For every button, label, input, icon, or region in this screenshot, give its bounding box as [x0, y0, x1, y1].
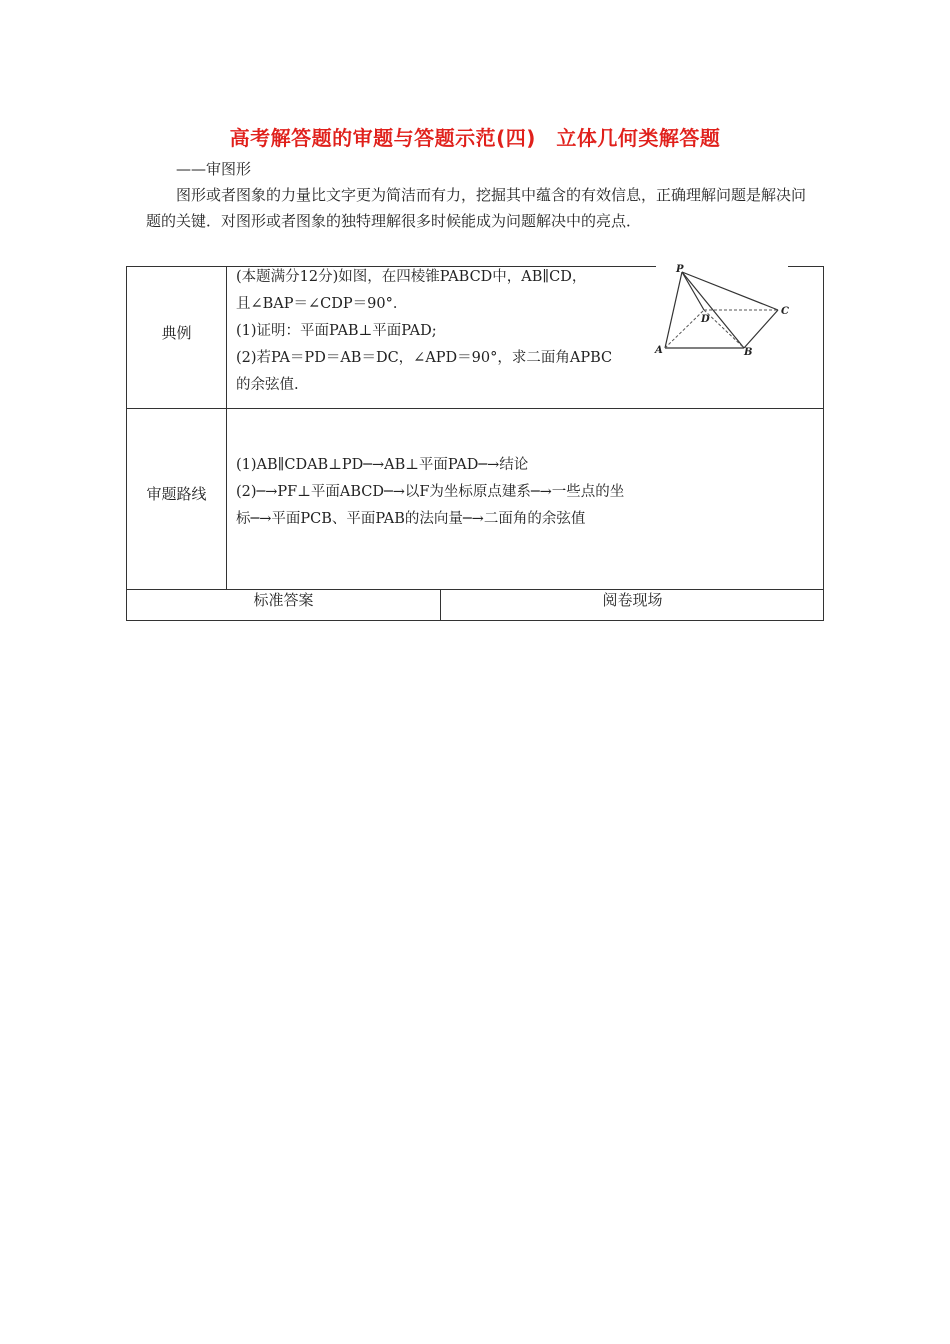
example-line-3: (1)证明：平面PAB⊥平面PAD;	[236, 323, 437, 339]
vertex-label-d: D	[701, 314, 710, 325]
example-line-4: (2)若PA＝PD＝AB＝DC，∠APD＝90°，求二面角APBC	[236, 350, 613, 366]
example-line-1: (本题满分12分)如图，在四棱锥PABCD中，AB∥CD，	[236, 269, 587, 285]
example-content	[236, 264, 646, 399]
route-line-2: (2)─→PF⊥平面ABCD─→以F为坐标原点建系─→一些点的坐	[236, 484, 625, 500]
answer-label: 标准答案	[253, 591, 314, 609]
route-content	[236, 452, 716, 533]
vertex-label-c: C	[781, 306, 789, 317]
table-border-right	[823, 266, 824, 621]
example-line-5: 的余弦值.	[236, 377, 299, 393]
intro-paragraph: 图形或者图象的力量比文字更为简洁而有力，挖掘其中蕴含的有效信息，正确理解问题是解决问题的关键．对图形或者图象的独特理解很多时候能成为问题解决中的亮点．	[146, 186, 807, 230]
vertex-label-b: B	[744, 347, 753, 358]
page-title: 高考解答题的审题与答题示范(四) 立体几何类解答题	[229, 126, 721, 150]
review-label: 阅卷现场	[602, 591, 663, 609]
edge-pd	[682, 272, 704, 310]
example-label: 典例	[161, 324, 192, 342]
edge-pa	[665, 272, 682, 348]
table-border-bottom	[126, 620, 824, 621]
table-row-divider-1	[126, 408, 824, 409]
example-line-2: 且∠BAP＝∠CDP＝90°．	[236, 296, 408, 312]
route-line-1: (1)AB∥CDAB⊥PD─→AB⊥平面PAD─→结论	[236, 457, 529, 473]
route-label: 审题路线	[146, 485, 207, 503]
edge-bc	[744, 310, 778, 348]
table-border-left	[126, 266, 127, 621]
table-column-divider	[226, 266, 227, 590]
edge-db	[704, 310, 744, 348]
edge-ad	[665, 310, 704, 348]
edge-pc	[682, 272, 778, 310]
pyramid-figure	[652, 262, 798, 362]
route-line-3: 标─→平面PCB、平面PAB的法向量─→二面角的余弦值	[236, 511, 586, 527]
subtitle: ——审图形	[176, 160, 252, 178]
vertex-label-a: A	[655, 345, 663, 356]
vertex-label-p: P	[676, 264, 684, 275]
